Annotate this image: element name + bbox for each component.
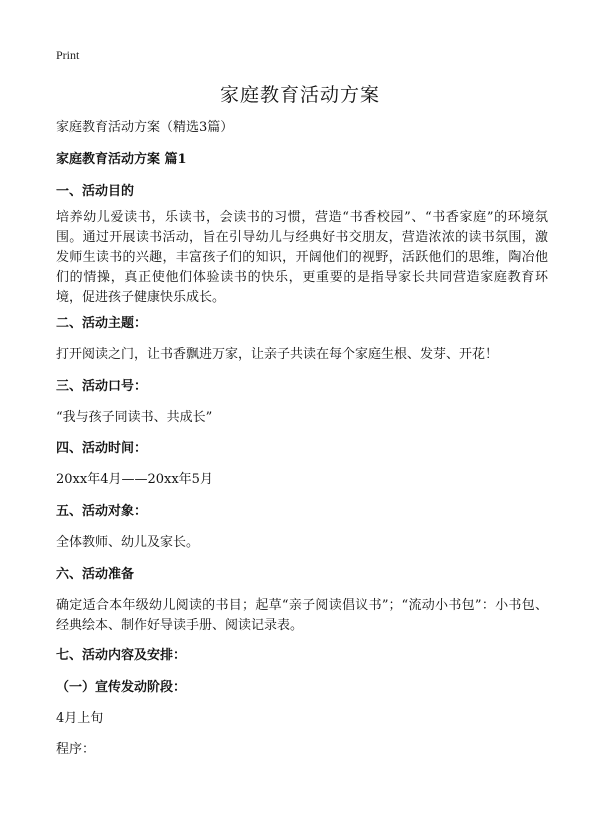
section-1-body: 培养幼儿爱读书，乐读书，会读书的习惯，营造“书香校园”、“书香家庭”的环境氛围。通过开展读书活动，旨在引导幼儿与经典好书交朋友，营造浓浓的读书氛围，激发师生读书的兴趣，丰富孩子们的知识，开阔他们的视野，活跃他们的思维，陶冶他们的情操，真正使他们体验读书的快乐，更重要的是指导家长共同营造家庭教育环境，促进孩子健康快乐成长。 [56, 210, 548, 305]
document-subtitle: 家庭教育活动方案（精选3篇） [56, 120, 234, 135]
print-link[interactable]: Print [56, 48, 80, 62]
section-6-heading: 六、活动准备 [56, 567, 135, 582]
document-title: 家庭教育活动方案 [219, 84, 380, 106]
section-3-heading: 三、活动口号： [56, 379, 148, 394]
section-7-heading: 七、活动内容及安排： [56, 648, 187, 663]
section-7-sub-heading: （一）宣传发动阶段： [56, 680, 187, 695]
section-3-body: “我与孩子同读书、共成长” [56, 410, 213, 425]
section-7-time: 4月上旬 [56, 711, 104, 726]
section-2-body: 打开阅读之门，让书香飘进万家，让亲子共读在每个家庭生根、发芽、开花！ [56, 347, 499, 362]
section-4-body: 20xx年4月——20xx年5月 [56, 472, 213, 487]
section-4-heading: 四、活动时间： [56, 441, 148, 456]
section-1-heading: 一、活动目的 [56, 184, 135, 199]
section-5-heading: 五、活动对象： [56, 504, 148, 519]
section-5-body: 全体教师、幼儿及家长。 [56, 535, 200, 550]
article-heading: 家庭教育活动方案 篇1 [56, 152, 187, 167]
section-7-program: 程序： [56, 742, 96, 757]
section-6-body: 确定适合本年级幼儿阅读的书目；起草“亲子阅读倡议书”；“流动小书包”：小书包、经典绘本、制作好导读手册、阅读记录表。 [56, 598, 548, 633]
section-2-heading: 二、活动主题： [56, 316, 148, 331]
